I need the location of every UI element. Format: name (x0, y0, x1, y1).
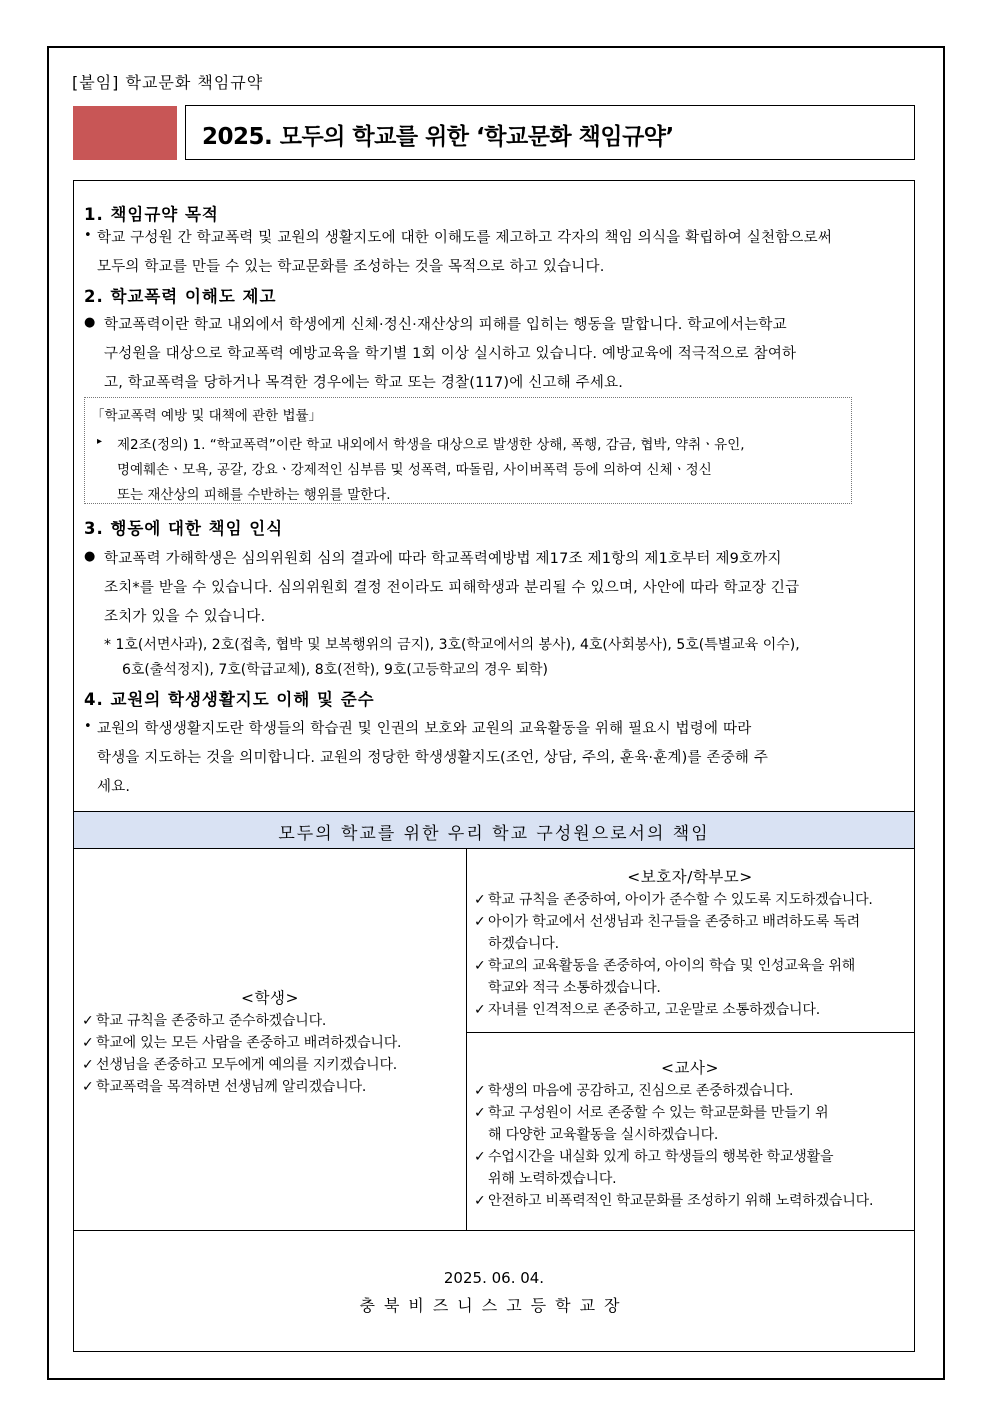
bullet-icon: • (84, 719, 92, 734)
check-icon: ✓ (82, 1035, 94, 1051)
parent-item-continuation: 하겠습니다. (488, 936, 559, 952)
bullet-icon: ● (84, 315, 96, 330)
responsibility-heading: 모두의 학교를 위한 우리 학교 구성원으로서의 책임 (278, 824, 710, 844)
main-content-box (73, 180, 915, 1352)
teacher-item: ✓ 학생의 마음에 공감하고, 진심으로 존중하겠습니다. (474, 1083, 794, 1099)
check-icon: ✓ (474, 1083, 486, 1099)
teacher-item: ✓ 수업시간을 내실화 있게 하고 학생들의 행복한 학교생활을 (474, 1149, 834, 1165)
law-line: 또는 재산상의 피해를 수반하는 행위를 말한다. (117, 487, 391, 503)
teacher-item: ✓ 안전하고 비폭력적인 학교문화를 조성하기 위해 노력하겠습니다. (474, 1193, 874, 1209)
section-4-line: 교원의 학생생활지도란 학생들의 학습권 및 인권의 보호와 교원의 교육활동을 위해 필요시 법령에 따라 (97, 721, 752, 737)
triangle-bullet-icon: ▸ (97, 436, 103, 447)
check-icon: ✓ (474, 1149, 486, 1165)
section-2-title: 2. 학교폭력 이해도 제고 (84, 287, 277, 306)
check-icon: ✓ (474, 1193, 486, 1209)
student-item: ✓ 학교 규칙을 존중하고 준수하겠습니다. (82, 1013, 327, 1029)
student-item: ✓ 학교에 있는 모든 사람을 존중하고 배려하겠습니다. (82, 1035, 402, 1051)
school-principal: 충북비즈니스고등학교장 (359, 1296, 629, 1315)
check-icon: ✓ (474, 1105, 486, 1121)
section-3-line: 조치가 있을 수 있습니다. (104, 609, 266, 625)
section-3-line: 학교폭력 가해학생은 심의위원회 심의 결과에 따라 학교폭력예방법 제17조 제1항의 제1호부터 제9호까지 (104, 551, 782, 567)
parent-title: <보호자/학부모> (627, 868, 753, 886)
check-icon: ✓ (82, 1013, 94, 1029)
parent-item: ✓ 자녀를 인격적으로 존중하고, 고운말로 소통하겠습니다. (474, 1002, 820, 1018)
table-divider-horizontal (466, 1032, 914, 1033)
footer-divider (74, 1230, 914, 1231)
law-title: 「학교폭력 예방 및 대책에 관한 법률」 (91, 408, 323, 424)
check-icon: ✓ (474, 1002, 486, 1018)
law-excerpt-box (84, 397, 852, 504)
section-1-title: 1. 책임규약 목적 (84, 205, 219, 224)
law-line: 제2조(정의) 1. “학교폭력”이란 학교 내외에서 학생을 대상으로 발생한 상해, 폭행, 감금, 협박, 약취ㆍ유인, (117, 437, 745, 453)
teacher-title: <교사> (661, 1059, 719, 1077)
attachment-label: [붙임] 학교문화 책임규약 (72, 73, 264, 92)
parent-item: ✓ 학교 규칙을 존중하여, 아이가 준수할 수 있도록 지도하겠습니다. (474, 892, 873, 908)
check-icon: ✓ (82, 1079, 94, 1095)
student-title: <학생> (241, 989, 299, 1007)
check-icon: ✓ (474, 958, 486, 974)
parent-item: ✓ 아이가 학교에서 선생님과 친구들을 존중하고 배려하도록 독려 (474, 914, 860, 930)
section-1-line: 학교 구성원 간 학교폭력 및 교원의 생활지도에 대한 이해도를 제고하고 각자의 책임 의식을 확립하여 실천함으로써 (97, 230, 833, 246)
section-3-title: 3. 행동에 대한 책임 인식 (84, 519, 284, 538)
teacher-item-continuation: 해 다양한 교육활동을 실시하겠습니다. (488, 1127, 719, 1143)
section-2-line: 구성원을 대상으로 학교폭력 예방교육을 학기별 1회 이상 실시하고 있습니다. 예방교육에 적극적으로 참여하 (104, 346, 797, 362)
student-item: ✓ 학교폭력을 목격하면 선생님께 알리겠습니다. (82, 1079, 367, 1095)
title-box (185, 105, 915, 160)
check-icon: ✓ (82, 1057, 94, 1073)
teacher-item: ✓ 학교 구성원이 서로 존중할 수 있는 학교문화를 만들기 위 (474, 1105, 829, 1121)
section-3-line: 조치*를 받을 수 있습니다. 심의위원회 결정 전이라도 피해학생과 분리될 수 있으며, 사안에 따라 학교장 긴급 (104, 580, 800, 596)
section-1-line: 모두의 학교를 만들 수 있는 학교문화를 조성하는 것을 목적으로 하고 있습니다. (97, 259, 605, 275)
law-line: 명예훼손ㆍ모욕, 공갈, 강요ㆍ강제적인 심부름 및 성폭력, 따돌림, 사이버폭력 등에 의하여 신체ㆍ정신 (117, 462, 712, 478)
check-icon: ✓ (474, 914, 486, 930)
student-item: ✓ 선생님을 존중하고 모두에게 예의를 지키겠습니다. (82, 1057, 398, 1073)
teacher-item-continuation: 위해 노력하겠습니다. (488, 1171, 617, 1187)
document-date: 2025. 06. 04. (443, 1269, 545, 1287)
section-2-line: 고, 학교폭력을 당하거나 목격한 경우에는 학교 또는 경찰(117)에 신고해 주세요. (104, 375, 624, 391)
check-icon: ✓ (474, 892, 486, 908)
title-accent-block (73, 106, 177, 160)
section-4-line: 세요. (97, 779, 131, 795)
table-divider-vertical (466, 849, 467, 1230)
section-4-line: 학생을 지도하는 것을 의미합니다. 교원의 정당한 학생생활지도(조언, 상담, 주의, 훈육·훈계)를 존중해 주 (97, 750, 769, 766)
responsibility-heading-band (74, 811, 914, 849)
section-3-note: 6호(출석정지), 7호(학급교체), 8호(전학), 9호(고등학교의 경우 퇴학) (122, 662, 548, 678)
parent-item-continuation: 학교와 적극 소통하겠습니다. (488, 980, 661, 996)
parent-item: ✓ 학교의 교육활동을 존중하여, 아이의 학습 및 인성교육을 위해 (474, 958, 856, 974)
section-2-line: 학교폭력이란 학교 내외에서 학생에게 신체·정신·재산상의 피해를 입히는 행동을 말합니다. 학교에서는학교 (104, 317, 787, 333)
bullet-icon: ● (84, 549, 96, 564)
document-title: 2025. 모두의 학교를 위한 ‘학교문화 책임규약’ (202, 124, 674, 150)
section-3-note: * 1호(서면사과), 2호(접촉, 협박 및 보복행위의 금지), 3호(학교에서의 봉사), 4호(사회봉사), 5호(특별교육 이수), (104, 637, 800, 653)
bullet-icon: • (84, 228, 92, 243)
section-4-title: 4. 교원의 학생생활지도 이해 및 준수 (84, 690, 375, 709)
